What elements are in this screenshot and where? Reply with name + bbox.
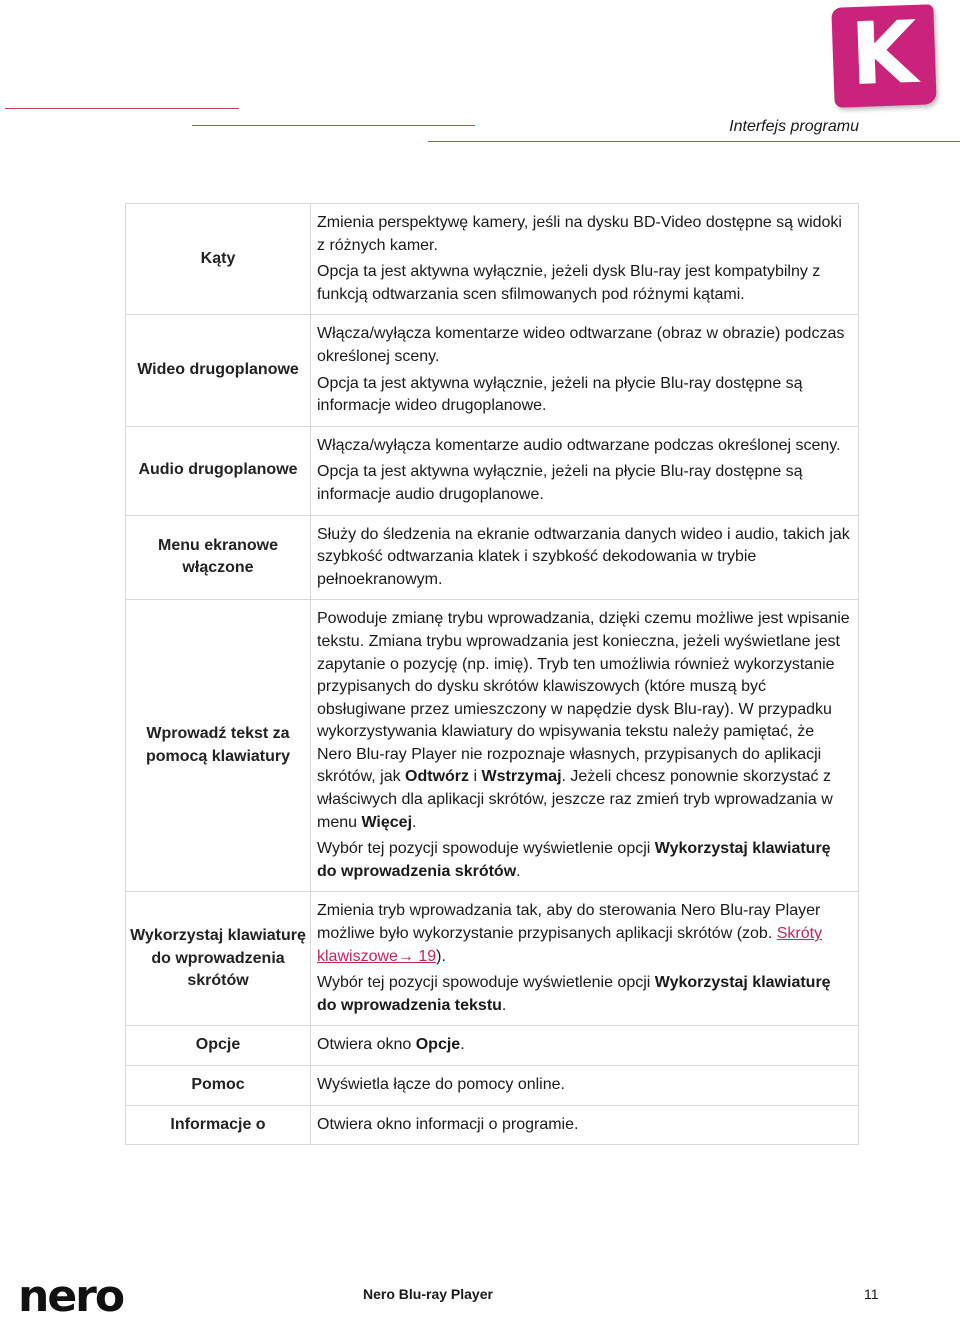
description-paragraph: [317, 373, 852, 418]
description-paragraph: [317, 435, 852, 458]
description-paragraph: [317, 524, 852, 592]
description-paragraph: [317, 261, 852, 306]
header-rule-2: [192, 125, 475, 126]
text-segment: Wyświetla łącze do pomocy online.: [317, 1076, 565, 1093]
text-segment: .: [501, 996, 507, 1014]
text-segment: Otwiera okno: [317, 1036, 416, 1054]
table-row: [126, 515, 859, 600]
text-segment: Zmienia tryb wprowadzania tak, aby do sterowania Nero Blu-ray Player możliwe było wykorzystanie przypisanych aplikacji skrótów (zob.: [317, 902, 821, 943]
row-description: [311, 204, 859, 315]
bold-term: Odtwórz: [405, 768, 470, 786]
text-segment: Włącza/wyłącza komentarze wideo odtwarzane (obraz w obrazie) podczas określonej sceny.: [317, 325, 845, 365]
nero-logo: nero: [18, 1271, 124, 1322]
description-paragraph: [317, 608, 852, 834]
row-term: Audio drugoplanowe: [126, 426, 311, 515]
text-segment: . Jeżeli chcesz ponownie skorzystać z właściwych dla aplikacji skrótów, jeszcze raz zmień tryb wprowadzania w menu: [317, 768, 833, 831]
description-paragraph: [317, 972, 852, 1017]
footer-page-number: 11: [864, 1286, 879, 1302]
row-term: Wykorzystaj klawiaturę do wprowadzenia skrótów: [126, 892, 311, 1026]
brand-logo-icon: [831, 4, 936, 107]
text-segment: Opcja ta jest aktywna wyłącznie, jeżeli dysk Blu-ray jest kompatybilny z funkcją odtwarzania scen sfilmowanych pod różnymi kątami.: [317, 263, 821, 303]
feature-table: [125, 203, 859, 1145]
text-segment: i: [469, 768, 482, 786]
page-section-title: Interfejs programu: [729, 118, 859, 135]
row-description: [311, 892, 859, 1026]
row-description: [311, 1066, 859, 1106]
text-segment: ).: [436, 947, 446, 965]
description-paragraph: [317, 900, 852, 968]
row-term: Wideo drugoplanowe: [126, 315, 311, 426]
table-row: [126, 1066, 859, 1106]
text-segment: Opcja ta jest aktywna wyłącznie, jeżeli na płycie Blu-ray dostępne są informacje wideo drugoplanowe.: [317, 374, 803, 415]
row-description: [311, 315, 859, 426]
row-term: Opcje: [126, 1026, 311, 1066]
text-segment: .: [460, 1036, 465, 1054]
text-segment: Otwiera okno informacji o programie.: [317, 1115, 579, 1133]
text-segment: Wybór tej pozycji spowoduje wyświetlenie opcji: [317, 840, 655, 858]
bold-term: Opcje: [415, 1036, 461, 1054]
bold-term: Wykorzystaj klawiaturę do wprowadzenia skrótów: [317, 840, 831, 880]
row-description: [311, 515, 859, 600]
row-description: [311, 1105, 859, 1145]
text-segment: Służy do śledzenia na ekranie odtwarzania danych wideo i audio, takich jak szybkość odtwarzania klatek i szybkość dekodowania w trybie pełnoekranowym.: [317, 525, 850, 588]
header-rule-1: [5, 108, 239, 109]
description-paragraph: [317, 838, 852, 883]
brand-logo-letter: K: [848, 2, 919, 106]
row-description: [311, 600, 859, 892]
text-segment: .: [412, 813, 417, 831]
bold-term: Więcej: [361, 813, 413, 831]
table-row: [126, 1026, 859, 1066]
row-term: Pomoc: [126, 1066, 311, 1106]
row-term: Menu ekranowe włączone: [126, 515, 311, 600]
table-row: [126, 600, 859, 892]
table-row: [126, 1105, 859, 1145]
text-segment: .: [516, 862, 521, 880]
bold-term: Wykorzystaj klawiaturę do wprowadzenia tekstu: [317, 974, 831, 1014]
description-paragraph: [317, 461, 852, 506]
text-segment: Włącza/wyłącza komentarze audio odtwarzane podczas określonej sceny.: [317, 436, 841, 454]
description-paragraph: [317, 323, 852, 368]
bold-term: Wstrzymaj: [481, 768, 562, 786]
cross-reference-link[interactable]: Skróty klawiszowe→ 19: [317, 925, 823, 965]
table-row: [126, 426, 859, 515]
header-rule-3: [428, 141, 960, 142]
row-term: Informacje o: [126, 1105, 311, 1145]
text-segment: Powoduje zmianę trybu wprowadzania, dzięki czemu możliwe jest wpisanie tekstu. Zmiana trybu wprowadzania jest konieczna, jeżeli wyświetlane jest zapytanie o pozycję (np. imię). Tryb ten umożliwia również wykorzystanie przypisanych do dysku skrótów klawiszowych (które muszą być obsługiwane przez umieszczony w napędzie dysk Blu-ray). W przypadku wykorzystywania klawiatury do wpisywania tekstu należy pamiętać, że Nero Blu-ray Player nie rozpoznaje własnych, przypisanych do aplikacji skrótów, jak: [317, 610, 850, 786]
table-row: [126, 204, 859, 315]
row-description: [311, 426, 859, 515]
table-row: [126, 892, 859, 1026]
description-paragraph: [317, 1034, 852, 1057]
text-segment: Opcja ta jest aktywna wyłącznie, jeżeli na płycie Blu-ray dostępne są informacje audio drugoplanowe.: [317, 463, 803, 503]
text-segment: Wybór tej pozycji spowoduje wyświetlenie opcji: [317, 974, 655, 992]
footer-product-name: Nero Blu-ray Player: [363, 1286, 493, 1302]
description-paragraph: [317, 1114, 852, 1137]
table-row: [126, 315, 859, 426]
row-description: [311, 1026, 859, 1066]
description-paragraph: [317, 212, 852, 257]
row-term: Wprowadź tekst za pomocą klawiatury: [126, 600, 311, 892]
row-term: Kąty: [126, 204, 311, 315]
text-segment: Zmienia perspektywę kamery, jeśli na dysku BD-Video dostępne są widoki z różnych kamer.: [317, 214, 842, 254]
description-paragraph: [317, 1074, 852, 1097]
